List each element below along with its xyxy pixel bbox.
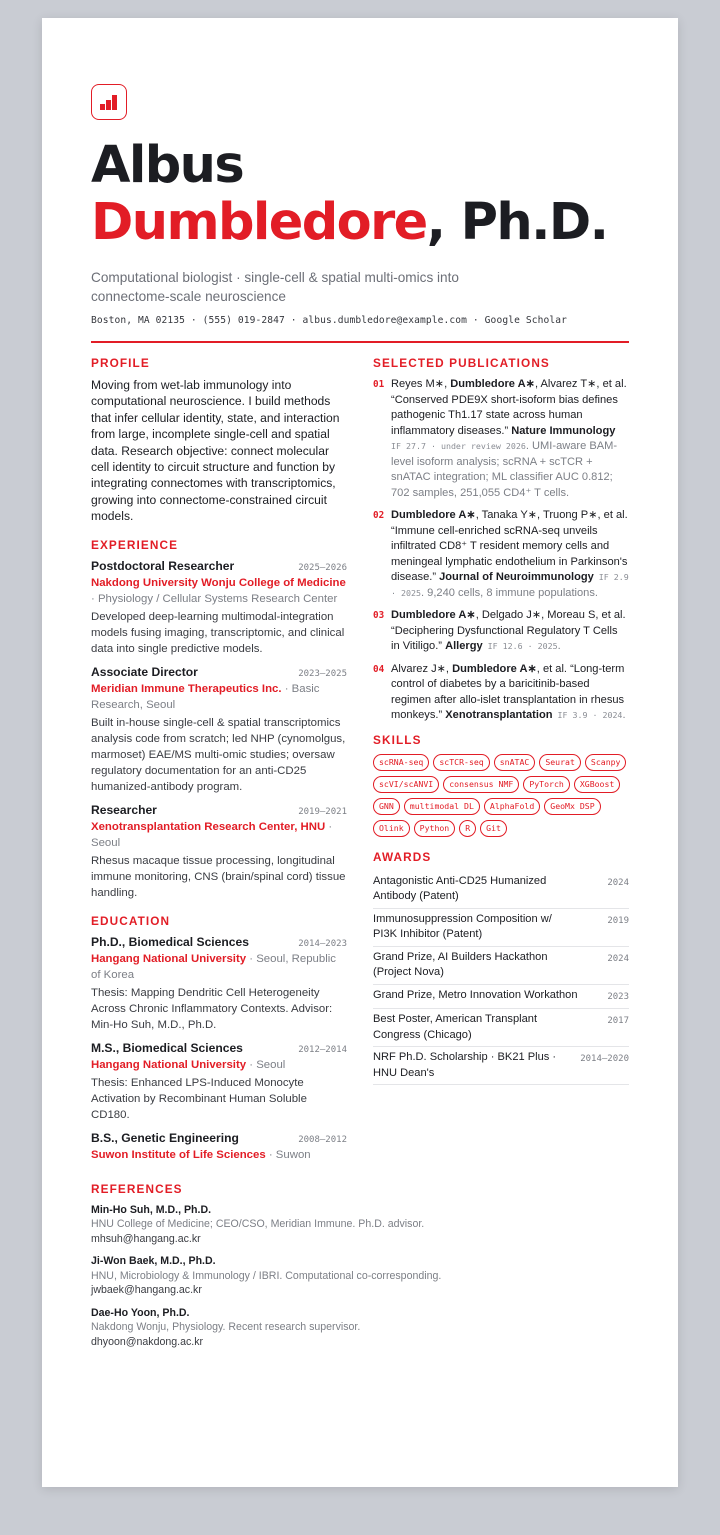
award-list: [373, 871, 629, 1086]
organization-location: · Seoul, Republic of Korea: [91, 952, 336, 981]
organization-location: · Seoul: [91, 820, 333, 849]
experience-list: [91, 559, 347, 901]
reference-name: Min-Ho Suh, M.D., Ph.D.: [91, 1203, 212, 1216]
reference-name: Dae-Ho Yoon, Ph.D.: [91, 1306, 190, 1319]
award-title: NRF Ph.D. Scholarship · BK21 Plus · HNU Dean's: [373, 1051, 557, 1079]
citation-self-author: Dumbledore A∗: [391, 509, 476, 521]
skill-chip: Seurat: [539, 754, 581, 771]
publication-list: [373, 377, 629, 724]
publication-item: [373, 508, 629, 601]
publication-number: 01: [373, 379, 385, 390]
skill-chip-list: [373, 754, 629, 837]
citation-self-author: Dumbledore A∗: [450, 378, 535, 390]
skill-chip: consensus NMF: [443, 776, 519, 793]
entry-header: [91, 803, 347, 817]
entry-date: 2023–2025: [298, 668, 347, 679]
organization-name: Xenotransplantation Research Center, HNU: [91, 820, 326, 833]
citation-journal: Allergy: [445, 640, 483, 652]
reference-item: [91, 1306, 629, 1350]
reference-email[interactable]: mhsuh@hangang.ac.kr: [91, 1232, 201, 1245]
skill-chip: GNN: [373, 798, 400, 815]
award-title: Grand Prize, Metro Innovation Workathon: [373, 988, 578, 1001]
resume-sheet: [42, 18, 678, 1487]
citation-note: . 9,240 cells, 8 immune populations.: [420, 586, 598, 599]
award-date: 2024: [607, 953, 629, 964]
experience-section: [91, 538, 347, 901]
organization-name: Meridian Immune Therapeutics Inc.: [91, 682, 282, 695]
citation-authors-before: Alvarez J∗,: [391, 662, 453, 675]
citation-note: . UMI-aware BAM-level isoform analysis; scRNA + scTCR + snATAC integration; ML classifier AUC 0.812; 702 samples, 251,055 CD4⁺ T cells.: [391, 440, 618, 499]
tagline: Computational biologist · single-cell & spatial multi-omics into connectome-scale neuroscience: [91, 270, 459, 304]
reference-description: HNU College of Medicine; CEO/CSO, Meridian Immune. Ph.D. advisor.: [91, 1218, 425, 1231]
award-item: [373, 871, 629, 909]
award-title: Best Poster, American Transplant Congress (Chicago): [373, 1013, 538, 1041]
citation-journal: Nature Immunology: [511, 424, 616, 437]
citation-title: , Alvarez T∗, et al. “Conserved PDE9X short-isoform bias defines pathogenic Th1.17 state across human inflammatory diseases.”: [391, 378, 627, 437]
publication-number: 04: [373, 663, 385, 675]
organization-location: · Suwon: [265, 1148, 311, 1161]
award-date: 2024: [607, 877, 629, 888]
experience-entry: [91, 559, 347, 657]
award-item: [373, 947, 629, 985]
skill-chip: Scanpy: [585, 754, 627, 771]
awards-section: [373, 850, 629, 1086]
skill-chip: AlphaFold: [484, 798, 540, 815]
education-entry: [91, 1041, 347, 1123]
header-divider: [91, 341, 629, 343]
resume-content: [91, 84, 629, 1357]
entry-header: [91, 1131, 347, 1145]
two-column-layout: [91, 356, 629, 1171]
publication-item: [373, 377, 629, 501]
section-heading-education: EDUCATION: [91, 913, 171, 928]
organization-name: Suwon Institute of Life Sciences: [91, 1148, 266, 1161]
publication-citation: [391, 508, 629, 601]
entry-header: [91, 559, 347, 573]
entry-description: Thesis: Mapping Dendritic Cell Heterogeneity Across Chronic Inflammatory Contexts. Advisor: Min-Ho Suh, M.D., Ph.D.: [91, 986, 333, 1031]
contact-line: Boston, MA 02135 · (555) 019-2847 · albus.dumbledore@example.com · Google Scholar: [91, 315, 567, 326]
skill-chip: Olink: [373, 820, 410, 837]
organization-name: Nakdong University Wonju College of Medicine: [91, 576, 346, 589]
award-date: 2019: [607, 915, 629, 926]
education-section: [91, 914, 347, 1163]
award-date: 2017: [607, 1016, 629, 1026]
skill-chip: PyTorch: [523, 776, 570, 793]
award-title: Immunosuppression Composition w/ PI3K Inhibitor (Patent): [373, 912, 552, 940]
section-heading-awards: AWARDS: [373, 849, 432, 864]
award-date: 2023: [607, 991, 629, 1002]
citation-impact-factor: IF 2.9 · 2025: [391, 572, 629, 598]
organization-location: · Basic Research, Seoul: [91, 682, 320, 711]
citation-impact-factor: IF 27.7 · under review 2026: [391, 441, 526, 451]
award-item: [373, 909, 629, 947]
reference-email[interactable]: dhyoon@nakdong.ac.kr: [91, 1335, 204, 1348]
entry-date: 2025–2026: [298, 562, 347, 573]
publication-item: [373, 608, 629, 655]
organization-location: · Seoul: [246, 1058, 286, 1071]
profile-text: Moving from wet-lab immunology into computational neuroscience. I build methods that infer cellular identity, state, and interaction from large, incomplete single-cell and spatial data. Research objective: connect molecular cell identity to circuit structure and function by integrating connectomes with transcriptomics, growing into connectome-constrained circuit models.: [91, 378, 340, 524]
award-title: Antagonistic Anti-CD25 Humanized Antibody (Patent): [373, 874, 547, 902]
education-list: [91, 935, 347, 1163]
section-heading-references: REFERENCES: [91, 1181, 183, 1196]
entry-title: Associate Director: [91, 664, 198, 679]
publication-citation: [391, 377, 629, 501]
reference-name: Ji-Won Baek, M.D., Ph.D.: [91, 1255, 216, 1268]
citation-journal: Journal of Neuroimmunology: [439, 571, 594, 583]
reference-description: Nakdong Wonju, Physiology. Recent research supervisor.: [91, 1321, 361, 1334]
section-heading-publications: SELECTED PUBLICATIONS: [373, 356, 550, 370]
skill-chip: snATAC: [494, 754, 536, 771]
education-entry: [91, 1131, 347, 1163]
citation-title: , Tanaka Y∗, Truong P∗, et al. “Immune cell-enriched scRNA-seq unveils infiltrated CD8⁺ T resident memory cells and meningeal lymphatic endothelium in Parkinson's disease.”: [391, 509, 628, 583]
section-heading-experience: EXPERIENCE: [91, 537, 179, 552]
skill-chip: Git: [480, 820, 507, 837]
skill-chip: scVI/scANVI: [373, 776, 439, 793]
award-item: [373, 1009, 629, 1047]
citation-journal: Xenotransplantation: [445, 709, 553, 721]
entry-organization: [91, 951, 347, 983]
left-column: [91, 356, 347, 1171]
reference-item: [91, 1254, 629, 1298]
skill-chip: scRNA-seq: [373, 754, 429, 771]
entry-header: [91, 1041, 347, 1055]
citation-note: .: [622, 709, 626, 721]
entry-title: M.S., Biomedical Sciences: [91, 1040, 243, 1055]
citation-impact-factor: IF 12.6 · 2025: [482, 641, 558, 651]
bar-chart-icon: [91, 84, 127, 120]
skill-chip: XGBoost: [574, 776, 621, 793]
section-heading-profile: PROFILE: [91, 356, 150, 370]
award-title: Grand Prize, AI Builders Hackathon (Project Nova): [373, 950, 548, 978]
entry-organization: [91, 1057, 347, 1073]
entry-date: 2008–2012: [298, 1134, 347, 1145]
publication-citation: [391, 608, 629, 655]
entry-description: Rhesus macaque tissue processing, longitudinal immune monitoring, CNS (brain/spinal cord) tissue handling.: [91, 854, 346, 899]
publication-number: 02: [373, 510, 385, 521]
organization-name: Hangang National University: [91, 1058, 247, 1071]
skill-chip: R: [459, 820, 476, 837]
citation-authors-before: Reyes M∗,: [391, 378, 451, 390]
organization-location: · Physiology / Cellular Systems Research Center: [91, 592, 338, 605]
reference-item: [91, 1203, 629, 1247]
skill-chip: GeoMx DSP: [544, 798, 600, 815]
award-item: [373, 1047, 629, 1085]
section-heading-skills: SKILLS: [373, 732, 422, 747]
references-section: [91, 1182, 629, 1350]
entry-title: Ph.D., Biomedical Sciences: [91, 934, 249, 949]
experience-entry: [91, 803, 347, 901]
citation-impact-factor: IF 3.9 · 2024: [552, 710, 623, 720]
entry-description: Thesis: Enhanced LPS-Induced Monocyte Activation by Recombinant Human Soluble CD180.: [91, 1076, 307, 1121]
right-column: [373, 356, 629, 1171]
entry-title: Postdoctoral Researcher: [91, 558, 235, 573]
last-name: Dumbledore: [91, 193, 427, 252]
reference-email[interactable]: jwbaek@hangang.ac.kr: [91, 1284, 202, 1297]
entry-title: Researcher: [91, 802, 157, 817]
entry-organization: [91, 819, 347, 851]
reference-description: HNU, Microbiology & Immunology / IBRI. Computational co-corresponding.: [91, 1269, 442, 1282]
skill-chip: Python: [414, 820, 456, 837]
entry-organization: [91, 1147, 347, 1163]
publication-number: 03: [373, 610, 385, 621]
skill-chip: multimodal DL: [404, 798, 480, 815]
citation-self-author: Dumbledore A∗: [452, 662, 537, 675]
skills-section: [373, 733, 629, 837]
entry-description: Built in-house single-cell & spatial transcriptomics analysis code from scratch; led NHP (cynomolgus, marmoset) EAE/MS multi-omic studies; oversaw regulatory documentation for an anti-CD25 humanized-antibody program.: [91, 716, 346, 793]
candidate-name: [91, 137, 629, 251]
citation-title: , et al. “Long-term control of diabetes by a baricitinib-based regimen after allo-islet transplantation in rhesus monkeys.”: [391, 662, 625, 721]
publication-citation: [391, 662, 629, 724]
entry-organization: [91, 575, 347, 607]
award-item: [373, 985, 629, 1010]
skill-chip: scTCR-seq: [433, 754, 489, 771]
experience-entry: [91, 665, 347, 795]
citation-title: , Delgado J∗, Moreau S, et al. “Deciphering Dysfunctional Regulatory T Cells in Vitiligo.”: [391, 609, 626, 652]
education-entry: [91, 935, 347, 1033]
citation-self-author: Dumbledore A∗: [391, 609, 476, 621]
reference-list: [91, 1203, 629, 1350]
entry-header: [91, 665, 347, 679]
entry-title: B.S., Genetic Engineering: [91, 1130, 239, 1145]
name-suffix: , Ph.D.: [426, 193, 608, 252]
entry-header: [91, 935, 347, 949]
award-date: 2014–2020: [580, 1054, 629, 1064]
entry-date: 2019–2021: [298, 806, 347, 817]
publication-item: [373, 662, 629, 724]
entry-organization: [91, 681, 347, 713]
entry-date: 2012–2014: [298, 1044, 347, 1055]
entry-description: Developed deep-learning multimodal-integration models fusing imaging, transcriptomic, and clinical data into single predictive models.: [91, 610, 345, 655]
entry-date: 2014–2023: [298, 938, 347, 949]
first-name: Albus: [91, 136, 244, 195]
organization-name: Hangang National University: [91, 952, 247, 965]
citation-note: .: [557, 640, 561, 652]
